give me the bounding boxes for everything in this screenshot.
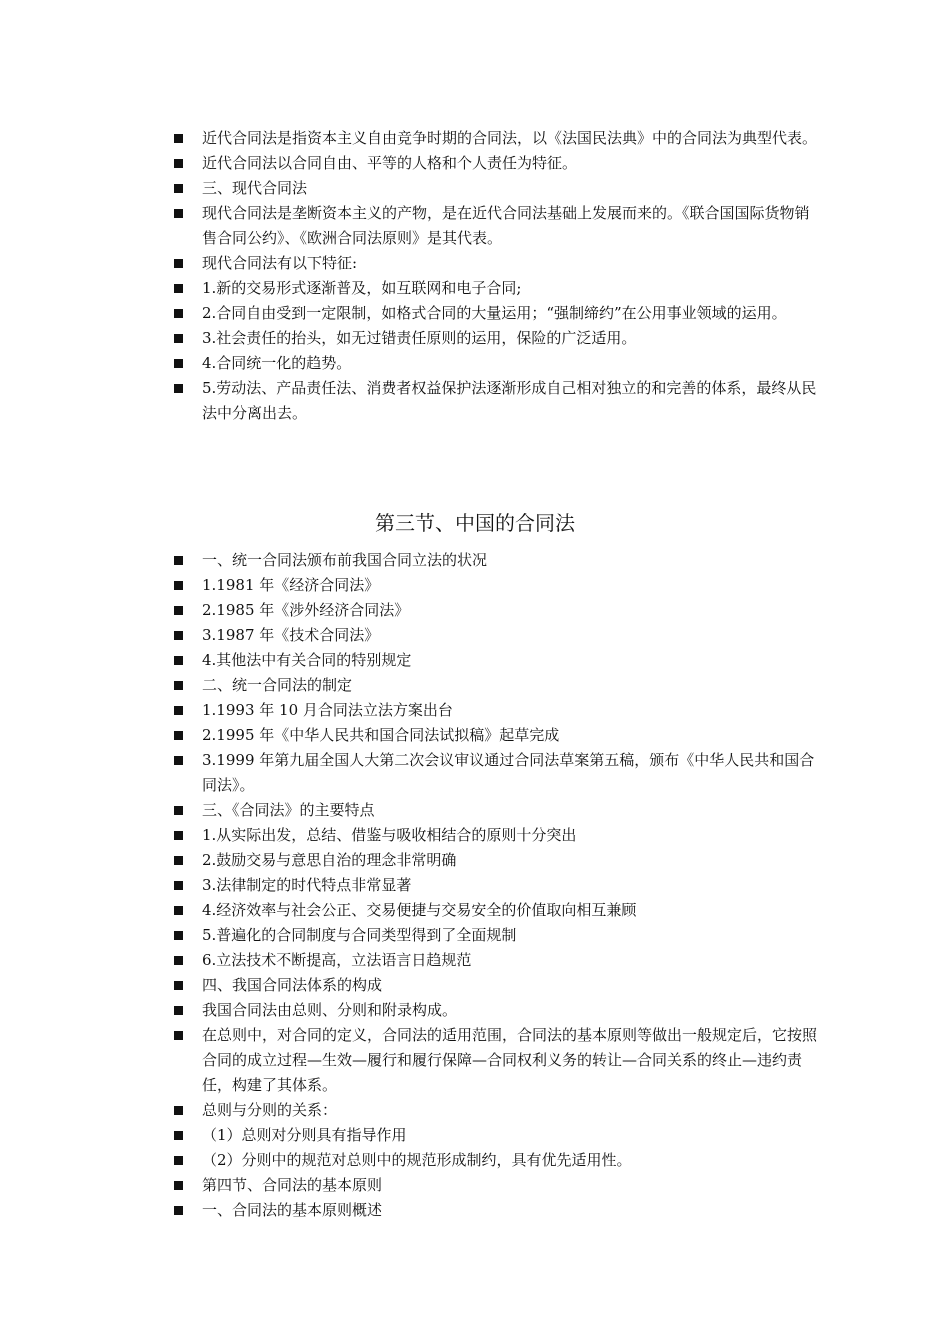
list-item-text: 5.劳动法、产品责任法、消费者权益保护法逐渐形成自己相对独立的和完善的体系，最终从民法中分离出去。 xyxy=(202,379,817,422)
square-bullet-icon xyxy=(174,1181,183,1190)
square-bullet-icon xyxy=(174,606,183,615)
list-item-text: 1.新的交易形式逐渐普及，如互联网和电子合同; xyxy=(202,279,522,297)
square-bullet-icon xyxy=(174,159,183,168)
list-item xyxy=(172,623,820,648)
list-item-text: 5.普遍化的合同制度与合同类型得到了全面规制 xyxy=(202,926,517,944)
square-bullet-icon xyxy=(174,931,183,940)
list-item xyxy=(172,573,820,598)
square-bullet-icon xyxy=(174,956,183,965)
square-bullet-icon xyxy=(174,656,183,665)
list-item xyxy=(172,1023,820,1098)
list-item xyxy=(172,1098,820,1123)
square-bullet-icon xyxy=(174,1006,183,1015)
square-bullet-icon xyxy=(174,631,183,640)
list-item xyxy=(172,948,820,973)
list-item-text: 6.立法技术不断提高，立法语言日趋规范 xyxy=(202,951,472,969)
square-bullet-icon xyxy=(174,856,183,865)
list-item xyxy=(172,1198,820,1223)
square-bullet-icon xyxy=(174,706,183,715)
list-item xyxy=(172,598,820,623)
square-bullet-icon xyxy=(174,1031,183,1040)
bullet-list-chinese-contract-law xyxy=(172,548,820,1223)
square-bullet-icon xyxy=(174,756,183,765)
square-bullet-icon xyxy=(174,831,183,840)
list-item xyxy=(172,151,820,176)
square-bullet-icon xyxy=(174,1206,183,1215)
list-item xyxy=(172,1123,820,1148)
list-item-text: 一、统一合同法颁布前我国合同立法的状况 xyxy=(202,551,488,569)
list-item-text: 三、《合同法》的主要特点 xyxy=(202,801,375,819)
list-item xyxy=(172,376,820,426)
list-item-text: 一、合同法的基本原则概述 xyxy=(202,1201,383,1219)
list-item-text: 4.经济效率与社会公正、交易便捷与交易安全的价值取向相互兼顾 xyxy=(202,901,637,919)
list-item xyxy=(172,1148,820,1173)
list-item xyxy=(172,798,820,823)
list-item-text: （2）分则中的规范对总则中的规范形成制约，具有优先适用性。 xyxy=(202,1151,632,1169)
square-bullet-icon xyxy=(174,309,183,318)
list-item-text: 第四节、合同法的基本原则 xyxy=(202,1176,383,1194)
list-item xyxy=(172,748,820,798)
square-bullet-icon xyxy=(174,806,183,815)
list-item xyxy=(172,673,820,698)
list-item-text: 3.社会责任的抬头，如无过错责任原则的运用，保险的广泛适用。 xyxy=(202,329,637,347)
list-item-text: 现代合同法是垄断资本主义的产物，是在近代合同法基础上发展而来的。《联合国国际货物销售合同公约》、《欧洲合同法原则》是其代表。 xyxy=(202,204,810,247)
list-item-text: 4.合同统一化的趋势。 xyxy=(202,354,352,372)
list-item-text: 2.鼓励交易与意思自治的理念非常明确 xyxy=(202,851,457,869)
square-bullet-icon xyxy=(174,681,183,690)
list-item xyxy=(172,723,820,748)
list-item-text: 近代合同法以合同自由、平等的人格和个人责任为特征。 xyxy=(202,154,578,172)
square-bullet-icon xyxy=(174,334,183,343)
square-bullet-icon xyxy=(174,284,183,293)
square-bullet-icon xyxy=(174,731,183,740)
list-item xyxy=(172,126,820,151)
list-item-text: 2.1985 年《涉外经济合同法》 xyxy=(202,601,410,619)
list-item-text: 1.1981 年《经济合同法》 xyxy=(202,576,380,594)
list-item xyxy=(172,848,820,873)
square-bullet-icon xyxy=(174,981,183,990)
square-bullet-icon xyxy=(174,259,183,268)
list-item-text: 二、统一合同法的制定 xyxy=(202,676,353,694)
square-bullet-icon xyxy=(174,134,183,143)
list-item xyxy=(172,351,820,376)
list-item xyxy=(172,301,820,326)
list-item-text: 2.合同自由受到一定限制，如格式合同的大量运用；“强制缔约”在公用事业领域的运用。 xyxy=(202,304,787,322)
square-bullet-icon xyxy=(174,1106,183,1115)
list-item-text: 现代合同法有以下特征: xyxy=(202,254,358,272)
list-item xyxy=(172,276,820,301)
list-item-text: 三、现代合同法 xyxy=(202,179,308,197)
list-item-text: 1.1993 年 10 月合同法立法方案出台 xyxy=(202,701,453,719)
square-bullet-icon xyxy=(174,1156,183,1165)
list-item-text: 3.1987 年《技术合同法》 xyxy=(202,626,380,644)
list-item xyxy=(172,923,820,948)
square-bullet-icon xyxy=(174,881,183,890)
list-item-text: 2.1995 年《中华人民共和国合同法试拟稿》起草完成 xyxy=(202,726,560,744)
square-bullet-icon xyxy=(174,581,183,590)
list-item xyxy=(172,898,820,923)
list-item xyxy=(172,648,820,673)
square-bullet-icon xyxy=(174,184,183,193)
list-item-text: （1）总则对分则具有指导作用 xyxy=(202,1126,407,1144)
list-item xyxy=(172,251,820,276)
list-item xyxy=(172,973,820,998)
list-item-text: 我国合同法由总则、分则和附录构成。 xyxy=(202,1001,458,1019)
list-item-text: 3.1999 年第九届全国人大第二次会议审议通过合同法草案第五稿，颁布《中华人民共和国合同法》。 xyxy=(202,751,815,794)
list-item-text: 在总则中，对合同的定义，合同法的适用范围，合同法的基本原则等做出一般规定后，它按照合同的成立过程—生效—履行和履行保障—合同权利义务的转让—合同关系的终止—违约责任，构建了其体系。 xyxy=(202,1026,818,1094)
square-bullet-icon xyxy=(174,384,183,393)
list-item xyxy=(172,201,820,251)
list-item xyxy=(172,326,820,351)
square-bullet-icon xyxy=(174,906,183,915)
square-bullet-icon xyxy=(174,556,183,565)
list-item xyxy=(172,176,820,201)
list-item-text: 四、我国合同法体系的构成 xyxy=(202,976,383,994)
list-item xyxy=(172,823,820,848)
list-item-text: 3.法律制定的时代特点非常显著 xyxy=(202,876,412,894)
list-item xyxy=(172,873,820,898)
list-item xyxy=(172,548,820,573)
list-item xyxy=(172,1173,820,1198)
list-item-text: 1.从实际出发，总结、借鉴与吸收相结合的原则十分突出 xyxy=(202,826,577,844)
list-item-text: 总则与分则的关系： xyxy=(202,1101,338,1119)
list-item-text: 4.其他法中有关合同的特别规定 xyxy=(202,651,412,669)
list-item xyxy=(172,998,820,1023)
square-bullet-icon xyxy=(174,209,183,218)
list-item-text: 近代合同法是指资本主义自由竞争时期的合同法，以《法国民法典》中的合同法为典型代表。 xyxy=(202,129,818,147)
section-heading: 第三节、中国的合同法 xyxy=(375,511,575,535)
square-bullet-icon xyxy=(174,1131,183,1140)
bullet-list-modern-contract-law xyxy=(172,126,820,426)
list-item xyxy=(172,698,820,723)
square-bullet-icon xyxy=(174,359,183,368)
